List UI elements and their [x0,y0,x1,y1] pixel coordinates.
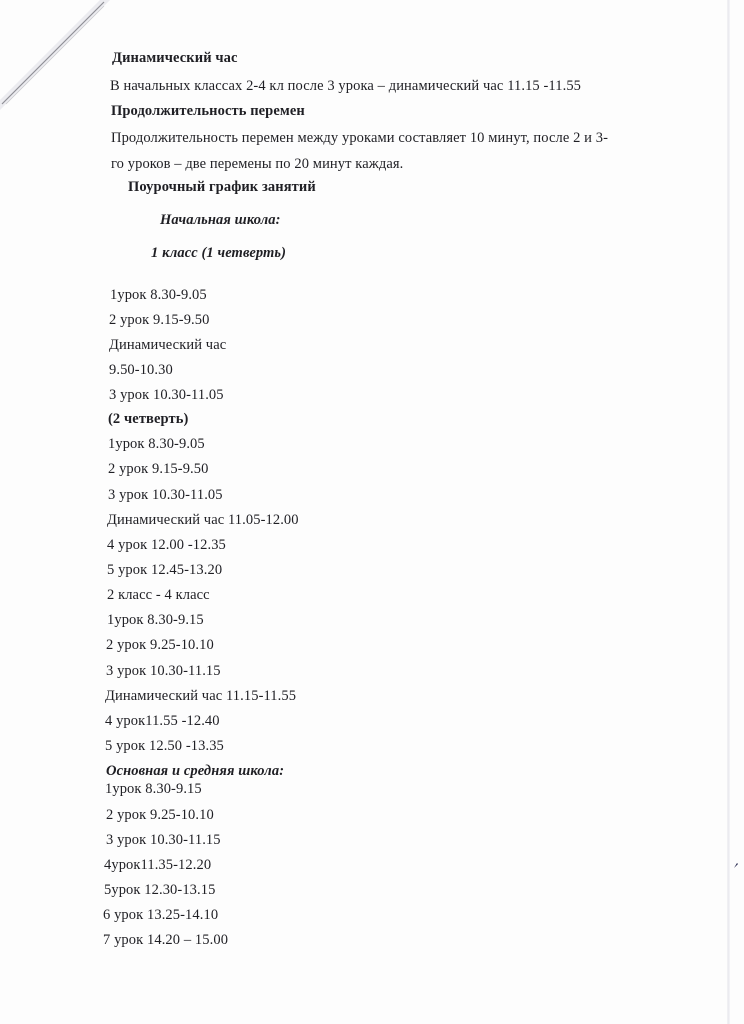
schedule-row: Динамический час [109,337,227,353]
dynamic-hour-heading: Динамический час [112,50,238,66]
schedule-row: 3 урок 10.30-11.15 [106,832,221,848]
schedule-row: 3 урок 10.30-11.05 [108,487,223,503]
schedule-row: Динамический час 11.05-12.00 [107,512,299,528]
grade1-q1-heading: 1 класс (1 четверть) [151,245,287,261]
schedule-row: 2 урок 9.15-9.50 [108,461,209,477]
schedule-row: 2 урок 9.25-10.10 [106,807,214,823]
breaks-text-line1: Продолжительность перемен между уроками составляет 10 минут, после 2 и 3- [111,130,609,146]
breaks-heading: Продолжительность перемен [111,103,305,119]
schedule-row: 5 урок 12.50 -13.35 [105,738,224,754]
schedule-row: 1урок 8.30-9.15 [107,612,204,628]
schedule-row: 2 урок 9.25-10.10 [106,637,214,653]
breaks-text-line2: го уроков – две перемены по 20 минут каждая. [111,156,404,172]
grade1-q2-heading: (2 четверть) [108,411,189,427]
schedule-row: Динамический час 11.15-11.55 [105,688,297,704]
schedule-row: 2 урок 9.15-9.50 [109,312,210,328]
schedule-row: 5урок 12.30-13.15 [104,882,216,898]
schedule-row: 5 урок 12.45-13.20 [107,562,223,578]
schedule-row: 1урок 8.30-9.05 [110,287,207,303]
schedule-title: Поурочный график занятий [128,179,316,195]
schedule-row: 1урок 8.30-9.05 [108,436,205,452]
schedule-row: 4урок11.35-12.20 [104,857,212,873]
dynamic-hour-text: В начальных классах 2-4 кл после 3 урока – динамический час 11.15 -11.55 [110,78,582,94]
schedule-row: 7 урок 14.20 – 15.00 [103,932,229,948]
schedule-row: 3 урок 10.30-11.05 [109,387,224,403]
schedule-row: 3 урок 10.30-11.15 [106,663,221,679]
grades2-4-heading: 2 класс - 4 класс [107,587,210,603]
schedule-row: 4 урок 12.00 -12.35 [107,537,226,553]
schedule-row: 1урок 8.30-9.15 [105,781,202,797]
schedule-row: 9.50-10.30 [109,362,173,378]
schedule-row: 4 урок11.55 -12.40 [105,713,220,729]
ink-mark [728,855,744,871]
secondary-school-heading: Основная и средняя школа: [106,763,285,779]
schedule-row: 6 урок 13.25-14.10 [103,907,219,923]
primary-school-heading: Начальная школа: [160,212,281,228]
